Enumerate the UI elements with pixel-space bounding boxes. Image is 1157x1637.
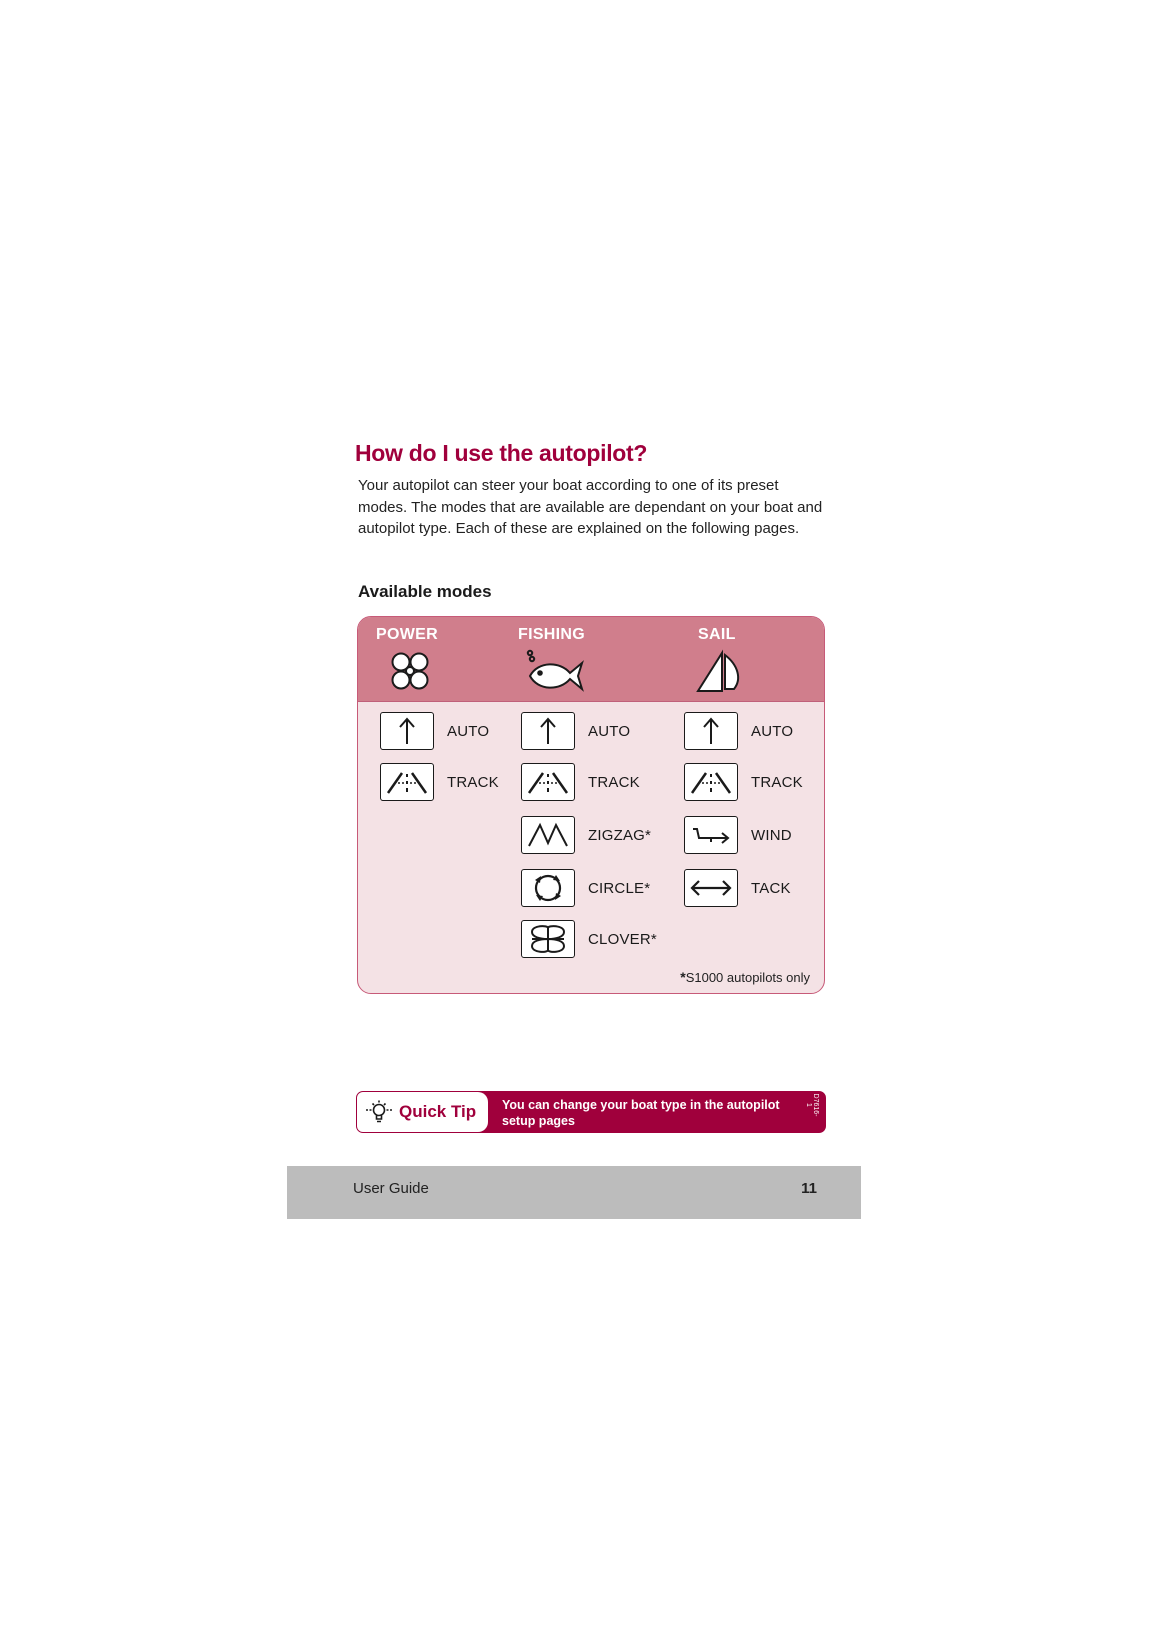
mode-label: TRACK	[751, 773, 803, 791]
footnote-mark: *	[680, 969, 686, 985]
page-title: How do I use the autopilot?	[355, 440, 648, 466]
mode-fishing-auto	[521, 711, 630, 751]
category-sail: SAIL	[698, 626, 736, 643]
arrow-up-icon	[521, 712, 575, 750]
track-icon	[684, 763, 738, 801]
footnote-text: S1000 autopilots only	[685, 970, 810, 985]
mode-label: TRACK	[588, 773, 640, 791]
mode-label: TRACK	[447, 773, 499, 791]
mode-fishing-clover	[521, 919, 657, 959]
fish-icon	[524, 649, 586, 693]
category-power: POWER	[376, 626, 438, 643]
mode-power-auto	[380, 711, 489, 751]
arrow-up-icon	[684, 712, 738, 750]
modes-panel-header	[358, 617, 824, 702]
tack-icon	[684, 869, 738, 907]
mode-label: AUTO	[447, 722, 490, 740]
mode-fishing-track	[521, 762, 640, 802]
mode-fishing-circle	[521, 868, 650, 908]
mode-label: TACK	[751, 879, 791, 897]
modes-panel	[357, 616, 825, 994]
footnote	[680, 969, 810, 985]
mode-power-track	[380, 762, 499, 802]
mode-label: AUTO	[751, 722, 794, 740]
category-fishing: FISHING	[518, 626, 585, 643]
intro-paragraph: Your autopilot can steer your boat according to one of its preset modes. The modes that are available are dependant on your boat and autopilot type. Each of these are explained on the following pages.	[358, 477, 823, 537]
mode-fishing-zigzag	[521, 815, 651, 855]
mode-label: AUTO	[588, 722, 631, 740]
wind-icon	[684, 816, 738, 854]
quick-tip-badge	[357, 1092, 488, 1132]
circle-icon	[521, 869, 575, 907]
sailboat-icon	[694, 649, 744, 695]
mode-sail-wind	[684, 815, 792, 855]
mode-sail-track	[684, 762, 803, 802]
zigzag-icon	[521, 816, 575, 854]
mode-sail-auto	[684, 711, 793, 751]
quick-tip-text: You can change your boat type in the autopilot setup pages	[502, 1098, 780, 1128]
mode-label: CIRCLE*	[588, 879, 651, 897]
arrow-up-icon	[380, 712, 434, 750]
mode-label: WIND	[751, 826, 792, 844]
page-number: 11	[801, 1180, 817, 1197]
track-icon	[521, 763, 575, 801]
clover-icon	[521, 920, 575, 958]
lightbulb-icon	[365, 1099, 393, 1125]
quick-tip-box	[356, 1091, 826, 1133]
figure-code: D7616-1	[805, 1093, 819, 1117]
mode-sail-tack	[684, 868, 791, 908]
propeller-icon	[390, 651, 430, 691]
section-heading: Available modes	[358, 582, 492, 601]
mode-label: CLOVER*	[588, 930, 657, 948]
footer-document-title: User Guide	[353, 1180, 429, 1197]
quick-tip-label: Quick Tip	[399, 1102, 477, 1121]
mode-label: ZIGZAG*	[588, 826, 652, 844]
page-footer	[287, 1166, 861, 1219]
track-icon	[380, 763, 434, 801]
